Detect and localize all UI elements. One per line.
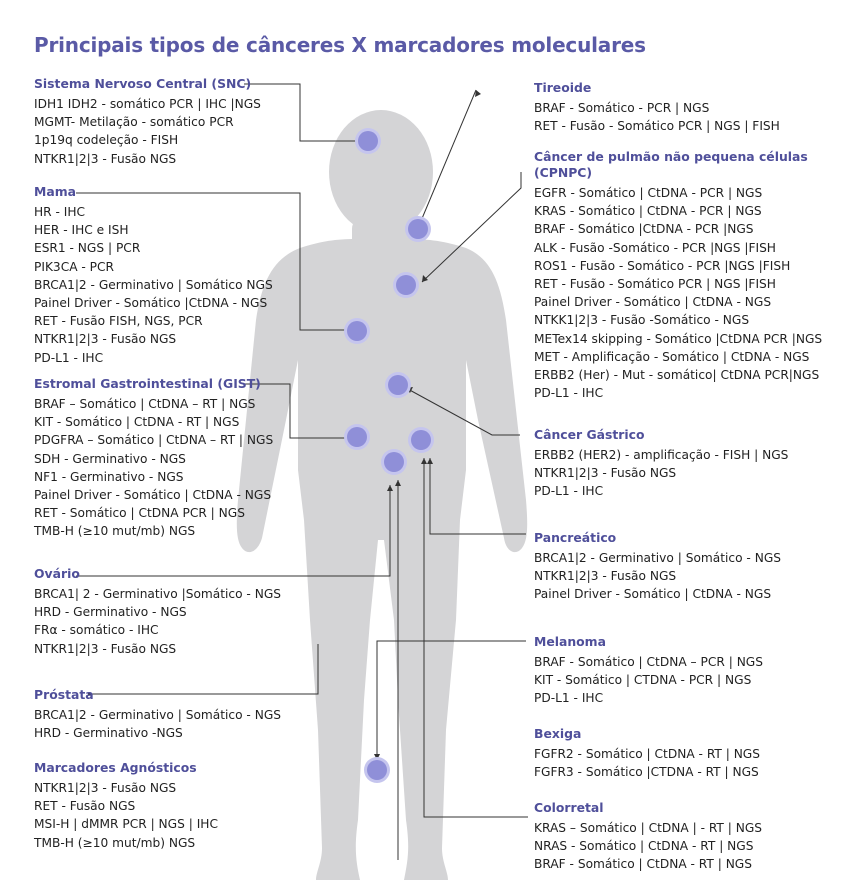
marker-item: PD-L1 - IHC [534, 691, 604, 706]
marker-item: KRAS – Somático | CtDNA | - RT | NGS [534, 821, 763, 835]
marker-item: ERBB2 (Her) - Mut - somático| CtDNA PCR|NGS [534, 368, 820, 383]
marker-item: 1p19q codeleção - FISH [34, 133, 179, 148]
marker-item: BRCA1| 2 - Germinativo |Somático - NGS [34, 587, 282, 601]
marker-item: NTKR1|2|3 - Fusão NGS [34, 151, 177, 166]
marker-tireoide-icon [405, 216, 431, 242]
marker-item: BRCA1|2 - Germinativo | Somático - NGS [34, 708, 282, 722]
marker-item: BRAF - Somático - PCR | NGS [534, 101, 710, 115]
section-heading: Bexiga [534, 726, 582, 741]
marker-item: FRα - somático - IHC [34, 623, 159, 638]
marker-item: EGFR - Somático | CtDNA - PCR | NGS [534, 186, 763, 200]
marker-item: RET - Fusão - Somático PCR | NGS | FISH [534, 119, 780, 134]
marker-gist-icon [344, 424, 370, 450]
marker-item: BRAF - Somático |CtDNA - PCR |NGS [534, 222, 754, 237]
marker-item: NTKR1|2|3 - Fusão NGS [534, 569, 677, 584]
marker-item: MSI-H | dMMR PCR | NGS | IHC [34, 817, 218, 832]
section-heading: Mama [34, 184, 76, 199]
section-prostata [34, 687, 281, 742]
marker-item: PD-L1 - IHC [534, 386, 604, 401]
marker-item: ROS1 - Fusão - Somático - PCR |NGS |FISH [534, 258, 791, 273]
marker-item: Painel Driver - Somático |CtDNA - NGS [34, 296, 268, 311]
marker-item: PDGFRA – Somático | CtDNA – RT | NGS [34, 433, 274, 448]
marker-item: BRCA1|2 - Germinativo | Somático NGS [34, 277, 273, 292]
marker-item: Painel Driver - Somático | CtDNA - NGS [534, 587, 772, 602]
section-heading: Marcadores Agnósticos [34, 760, 197, 775]
marker-snc-icon [355, 128, 381, 154]
section-mama [34, 184, 273, 367]
marker-item: BRCA1|2 - Germinativo | Somático - NGS [534, 551, 782, 565]
marker-item: NTKR1|2|3 - Fusão NGS [34, 332, 177, 347]
marker-item: TMB-H (≥10 mut/mb) NGS [34, 524, 196, 539]
marker-item: BRAF - Somático | CtDNA – PCR | NGS [534, 655, 763, 669]
marker-item: HR - IHC [34, 205, 86, 219]
section-pancreatico [534, 530, 781, 604]
marker-item: PIK3CA - PCR [34, 259, 115, 274]
marker-item: FGFR2 - Somático | CtDNA - RT | NGS [534, 747, 760, 761]
section-agnosticos [34, 760, 218, 852]
marker-item: NTKR1|2|3 - Fusão NGS [534, 466, 677, 481]
marker-item: ERBB2 (HER2) - amplificação - FISH | NGS [534, 448, 789, 462]
section-heading: Próstata [34, 687, 94, 702]
marker-item: RET - Fusão - Somático PCR | NGS |FISH [534, 277, 776, 292]
marker-item: RET - Somático | CtDNA PCR | NGS [34, 506, 245, 521]
marker-item: RET - Fusão NGS [34, 799, 136, 814]
page-title: Principais tipos de cânceres X marcadores moleculares [34, 33, 646, 57]
section-heading: Pancreático [534, 530, 617, 545]
section-ovario [34, 566, 281, 658]
marker-item: FGFR3 - Somático |CTDNA - RT | NGS [534, 765, 759, 780]
section-heading: Tireoide [534, 80, 592, 95]
section-heading: Ovário [34, 566, 80, 581]
marker-pancreatico-icon [408, 427, 434, 453]
marker-item: KIT - Somático | CtDNA - RT | NGS [34, 415, 240, 430]
section-tireoide [534, 80, 780, 135]
marker-item: NRAS - Somático | CtDNA - RT | NGS [534, 839, 754, 854]
marker-item: NF1 - Germinativo - NGS [34, 469, 184, 484]
marker-mama-icon [344, 318, 370, 344]
section-gastrico [534, 427, 788, 501]
marker-item: NTKK1|2|3 - Fusão -Somático - NGS [534, 313, 750, 328]
section-heading: Melanoma [534, 634, 606, 649]
marker-gastrico-icon [385, 372, 411, 398]
marker-item: METex14 skipping - Somático |CtDNA PCR |NGS [534, 331, 823, 346]
marker-item: ALK - Fusão -Somático - PCR |NGS |FISH [534, 240, 776, 255]
marker-item: Painel Driver - Somático | CtDNA - NGS [34, 488, 272, 503]
section-heading: Câncer Gástrico [534, 427, 645, 442]
section-pulmao [534, 149, 824, 402]
marker-item: Painel Driver - Somático | CtDNA - NGS [534, 295, 772, 310]
marker-item: BRAF - Somático | CtDNA - RT | NGS [534, 857, 752, 872]
marker-item: PD-L1 - IHC [34, 350, 104, 365]
marker-item: MET - Amplificação - Somático | CtDNA - NGS [534, 349, 810, 364]
marker-item: SDH - Germinativo - NGS [34, 451, 186, 466]
marker-item: BRAF – Somático | CtDNA – RT | NGS [34, 397, 256, 411]
section-heading: Sistema Nervoso Central (SNC) [34, 76, 252, 91]
section-heading: Colorretal [534, 800, 604, 815]
section-bexiga [534, 726, 760, 781]
marker-melanoma-icon [364, 757, 390, 783]
marker-item: PD-L1 - IHC [534, 484, 604, 499]
marker-item: MGMT- Metilação - somático PCR [34, 115, 234, 130]
marker-item: HRD - Germinativo -NGS [34, 726, 183, 741]
marker-item: NTKR1|2|3 - Fusão NGS [34, 781, 177, 795]
section-melanoma [534, 634, 763, 708]
marker-item: HER - IHC e ISH [34, 223, 129, 238]
section-gist [34, 376, 273, 541]
marker-item: TMB-H (≥10 mut/mb) NGS [34, 835, 196, 850]
section-snc [34, 76, 261, 168]
marker-pulmao-icon [393, 272, 419, 298]
marker-item: KIT - Somático | CTDNA - PCR | NGS [534, 673, 752, 688]
marker-item: KRAS - Somático | CtDNA - PCR | NGS [534, 204, 762, 219]
marker-ovario-icon [381, 449, 407, 475]
section-colorretal [534, 800, 762, 874]
section-heading: Câncer de pulmão não pequena células (CPNPC) [534, 149, 808, 180]
marker-item: ESR1 - NGS | PCR [34, 241, 141, 256]
marker-item: NTKR1|2|3 - Fusão NGS [34, 641, 177, 656]
marker-item: RET - Fusão FISH, NGS, PCR [34, 314, 203, 329]
marker-item: IDH1 IDH2 - somático PCR | IHC |NGS [34, 97, 261, 111]
section-heading: Estromal Gastrointestinal (GIST) [34, 376, 261, 391]
marker-item: HRD - Germinativo - NGS [34, 605, 187, 620]
